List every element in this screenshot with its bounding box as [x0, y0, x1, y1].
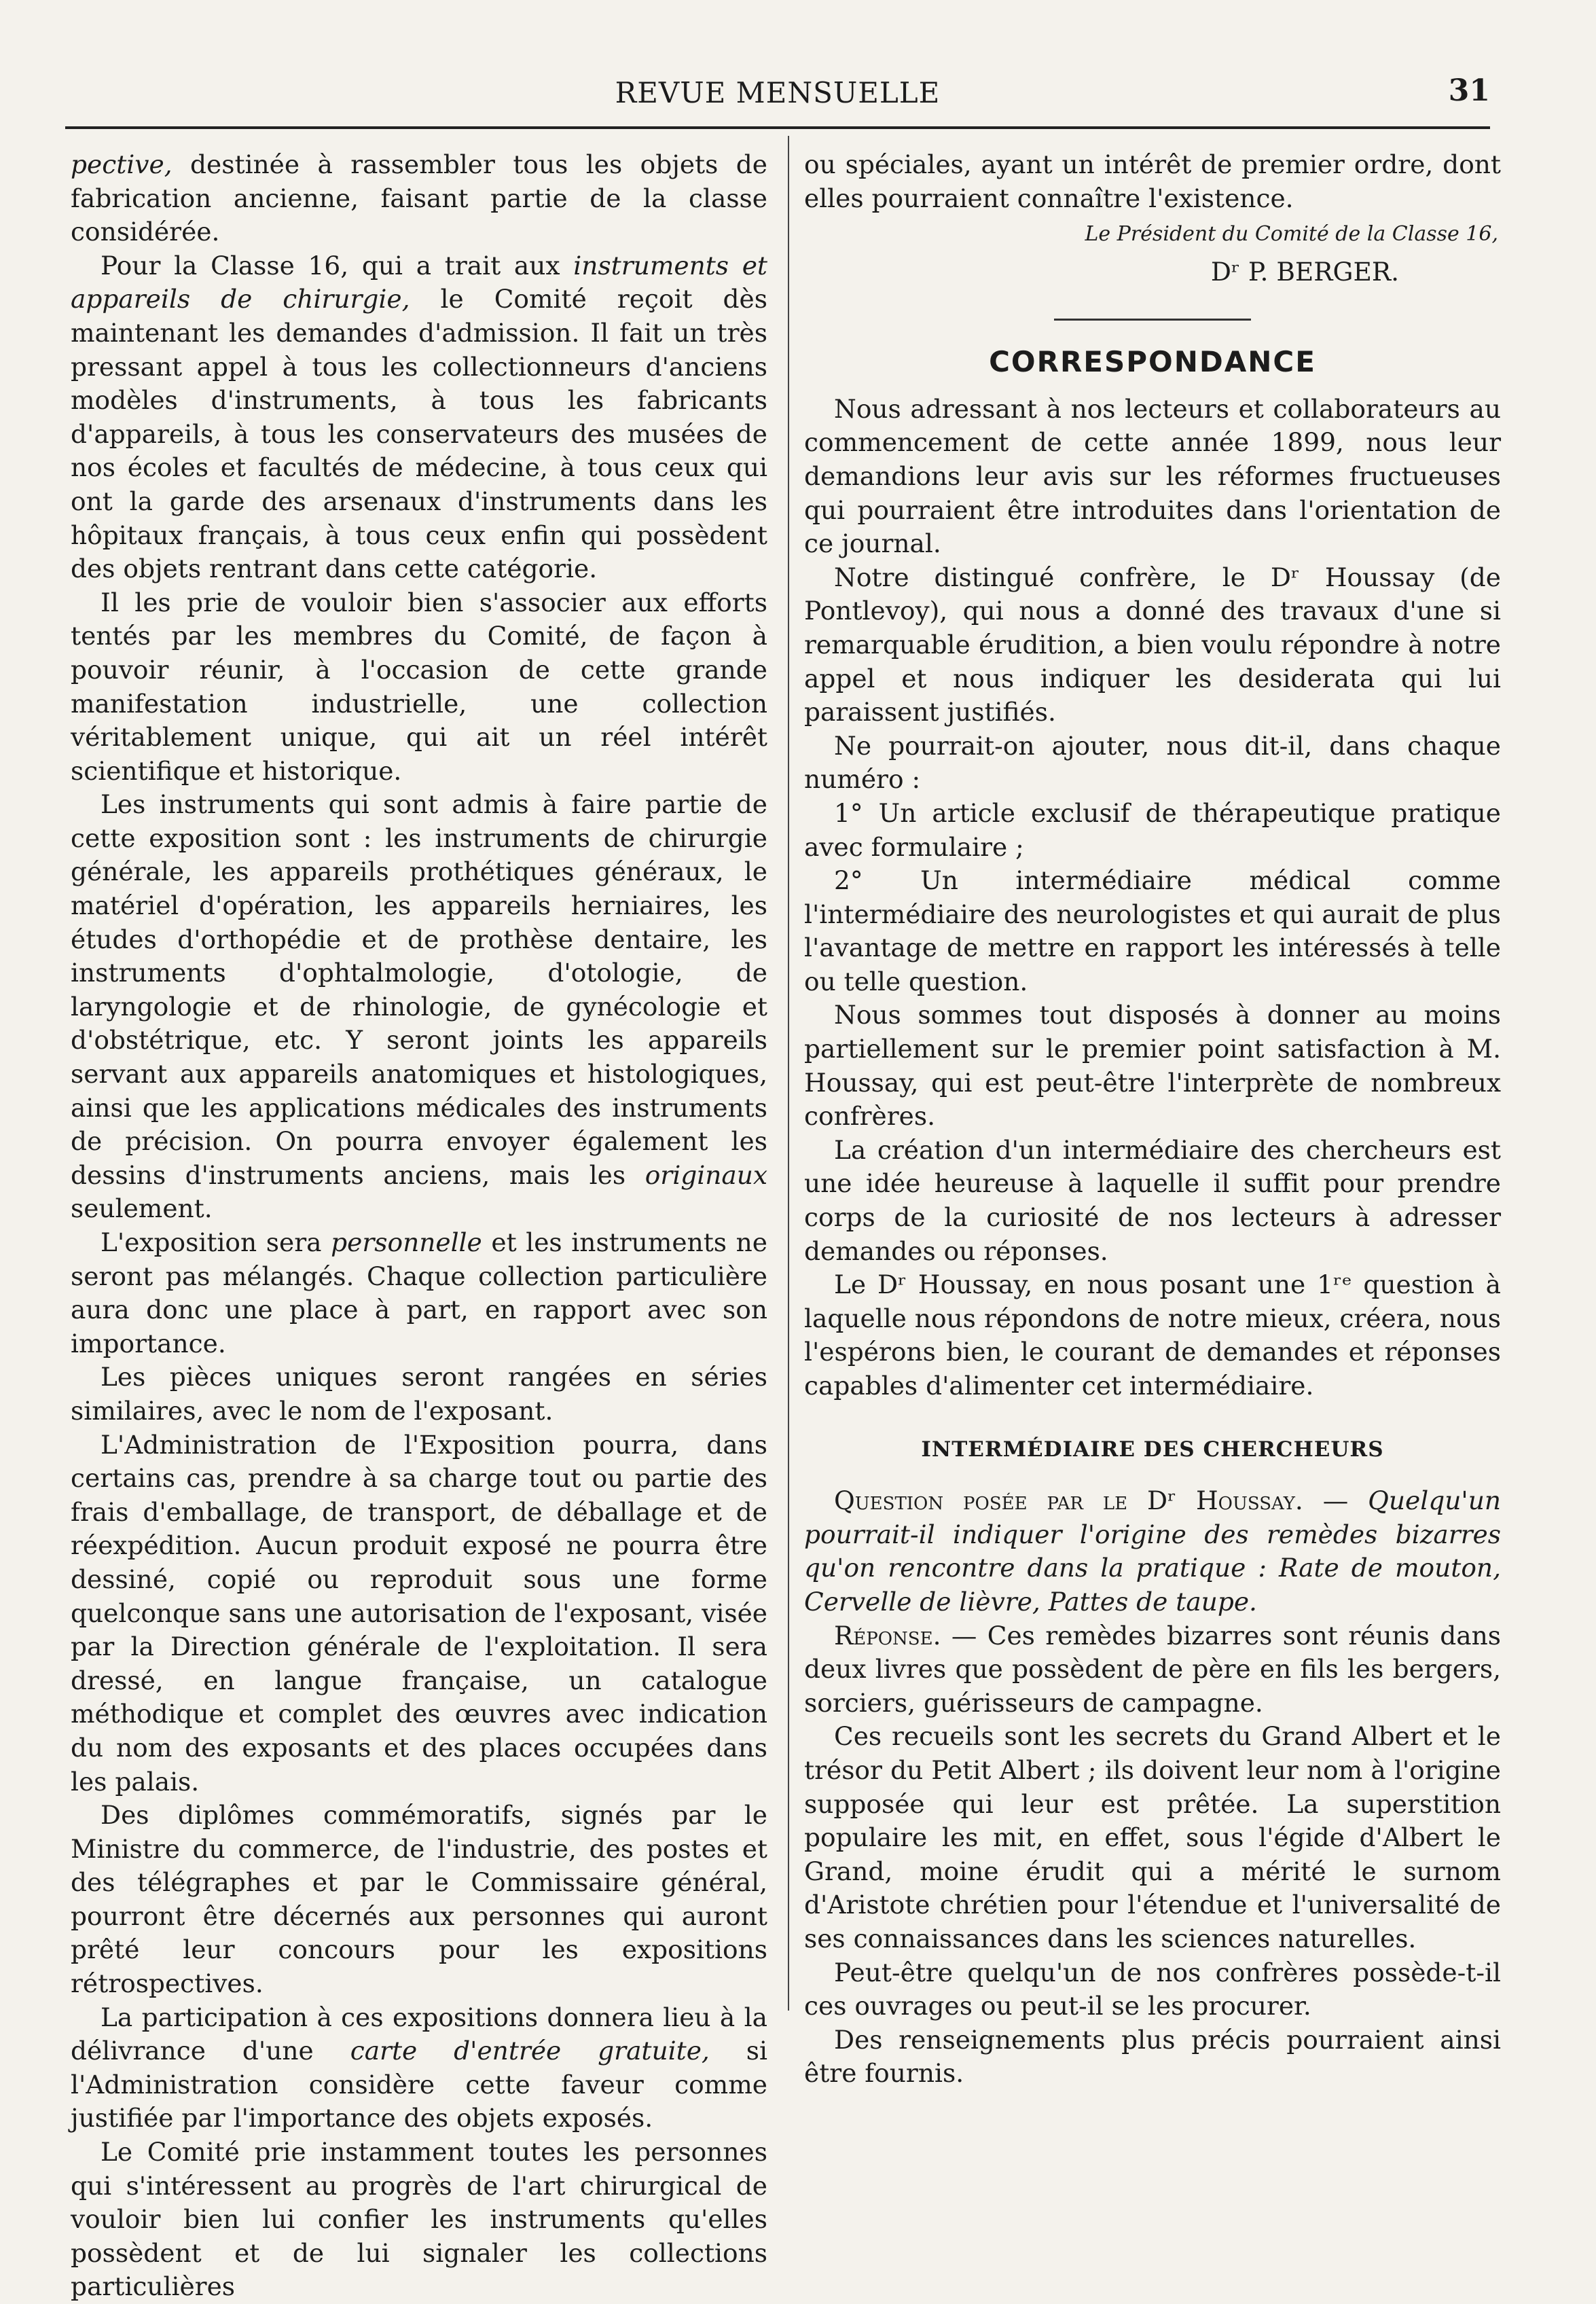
- paragraph: 2° Un intermédiaire médical comme l'intermédiaire des neurologistes et qui aurait de plus l'avantage de mettre en rapport les intéressés à telle ou telle question.: [804, 865, 1501, 996]
- page-number: 31: [1448, 73, 1490, 108]
- left-column: [71, 148, 767, 2304]
- paragraph: ou spéciales, ayant un intérêt de premier ordre, dont elles pourraient connaître l'existence.: [804, 149, 1501, 213]
- answer-label: Réponse. —: [834, 1620, 977, 1651]
- signature-title: Le Président du Comité de la Classe 16,: [1085, 222, 1498, 247]
- paragraph: Il les prie de vouloir bien s'associer aux efforts tentés par les membres du Comité, de façon à pouvoir réunir, à l'occasion de cette grande manifestation industrielle, une collection véritablement unique, qui ait un réel intérêt scientifique et historique.: [71, 587, 767, 786]
- paragraph-text: Pour la Classe 16, qui a trait aux: [101, 250, 560, 281]
- paragraph-text: et les instruments ne seront pas mélangés. Chaque collection particulière aura donc une place à part, en rapport avec son importance.: [71, 1227, 768, 1358]
- page-header: [65, 68, 1490, 122]
- italic-text: instruments et appareils de chirurgie,: [71, 250, 767, 314]
- paragraph: Notre distingué confrère, le Dʳ Houssay (de Pontlevoy), qui nous a donné des travaux d'une si remarquable érudition, a bien voulu répondre à notre appel et nous indiquer les desiderata qui lui paraissent justifiés.: [804, 562, 1501, 727]
- answer-text: Ces remèdes bizarres sont réunis dans deux livres que possèdent de père en fils les bergers, sorciers, guérisseurs de campagne.: [804, 1620, 1502, 1718]
- paragraph-text: Les instruments qui sont admis à faire partie de cette exposition sont : les instruments de chirurgie générale, les appareils prothétiques généraux, le matériel d'opération, les appareils herniaires, les études d'orthopédie et de prothèse dentaire, les instruments d'ophtalmologie, d'otologie, de laryngologie et de rhinologie, de gynécologie et d'obstétrique, etc. Y seront joints les appareils servant aux appareils anatomiques et histologiques, ainsi que les applications médicales des instruments de précision. On pourra envoyer également les dessins d'instruments anciens, mais les: [71, 789, 767, 1190]
- paragraph-text: destinée à rassembler tous les objets de fabrication ancienne, faisant partie de la classe considérée.: [71, 149, 767, 247]
- paragraph: L'Administration de l'Exposition pourra, dans certains cas, prendre à sa charge tout ou partie des frais d'emballage, de transport, de déballage et de réexpédition. Aucun produit exposé ne pourra être dessiné, copié ou reproduit sous une forme quelconque sans une autorisation de l'exposant, visée par la Direction générale de l'exploitation. Il sera dressé, en langue française, un catalogue méthodique et complet des œuvres avec indication du nom des exposants et des places occupées dans les palais.: [71, 1429, 767, 1797]
- italic-text: originaux: [645, 1159, 768, 1190]
- paragraph: Ces recueils sont les secrets du Grand Albert et le trésor du Petit Albert ; ils doivent leur nom à l'origine supposée qui leur est prêtée. La superstition populaire les mit, en effet, sous l'égide d'Albert le Grand, moine érudit qui a mérité le surnom d'Aristote chrétien pour l'étendue et l'universalité de ses connaissances dans les sciences naturelles.: [804, 1721, 1501, 1954]
- paragraph-text: si l'Administration considère cette faveur comme justifiée par l'importance des objets exposés.: [71, 2036, 768, 2134]
- signature-name: Dʳ P. BERGER.: [1210, 257, 1399, 287]
- paragraph: Des renseignements plus précis pourraient ainsi être fournis.: [804, 2024, 1501, 2089]
- right-column: [804, 148, 1501, 2091]
- question-text: Quelqu'un pourrait-il indiquer l'origine des remèdes bizarres qu'on rencontre dans la pratique : Rate de mouton, Cervelle de lièvre, Pattes de taupe.: [804, 1486, 1502, 1617]
- paragraph: Les pièces uniques seront rangées en séries similaires, avec le nom de l'exposant.: [71, 1362, 767, 1426]
- paragraph-text: La participation à ces expositions donnera lieu à la délivrance d'une: [71, 2002, 767, 2066]
- paragraph: [71, 2001, 767, 2136]
- paragraph: Des diplômes commémoratifs, signés par le Ministre du commerce, de l'industrie, des postes et des télégraphes et par le Commissaire général, pourront être décernés aux personnes qui auront prêté leur concours pour les expositions rétrospectives.: [71, 1800, 767, 1999]
- paragraph: [71, 788, 767, 1226]
- paragraph-text: L'exposition sera: [101, 1227, 322, 1257]
- column-divider: [788, 136, 789, 2011]
- section-separator: [1054, 319, 1251, 321]
- running-title: REVUE MENSUELLE: [615, 76, 941, 109]
- paragraph: Ne pourrait-on ajouter, nous dit-il, dans chaque numéro :: [804, 730, 1501, 795]
- paragraph-text: le Comité reçoit dès maintenant les demandes d'admission. Il fait un très pressant appel à tous les collectionneurs d'anciens modèles d'instruments, à tous les fabricants d'appareils, à tous les conservateurs des musées de nos écoles et facultés de médecine, à tous ceux qui ont la garde des arsenaux d'instruments dans les hôpitaux français, à tous ceux enfin qui possèdent des objets rentrant dans cette catégorie.: [71, 284, 767, 584]
- paragraph: Le Comité prie instamment toutes les personnes qui s'intéressent au progrès de l'art chirurgical de vouloir bien lui confier les instruments qu'elles possèdent et de lui signaler les collections particulières: [71, 2137, 767, 2302]
- paragraph: [71, 1226, 767, 1361]
- paragraph: [804, 1484, 1501, 1619]
- paragraph: [71, 148, 767, 249]
- italic-text: pective,: [71, 149, 173, 179]
- signature-block: [804, 215, 1501, 290]
- paragraph: Peut-être quelqu'un de nos confrères possède-t-il ces ouvrages ou peut-il se les procurer.: [804, 1957, 1501, 2021]
- paragraph: 1° Un article exclusif de thérapeutique pratique avec formulaire ;: [804, 797, 1501, 862]
- paragraph: Nous sommes tout disposés à donner au moins partiellement sur le premier point satisfaction à M. Houssay, qui est peut-être l'interprète de nombreux confrères.: [804, 1000, 1501, 1132]
- paragraph: La création d'un intermédiaire des chercheurs est une idée heureuse à laquelle il suffit pour prendre corps de la curiosité de nos lecteurs à adresser demandes ou réponses.: [804, 1134, 1501, 1266]
- paragraph: Le Dʳ Houssay, en nous posant une 1ʳᵉ question à laquelle nous répondons de notre mieux, créera, nous l'espérons bien, le courant de demandes et réponses capables d'alimenter cet intermédiaire.: [804, 1270, 1501, 1401]
- question-label: Question posée par le Dʳ Houssay. —: [834, 1486, 1349, 1516]
- italic-text: carte d'entrée gratuite,: [350, 2036, 710, 2066]
- paragraph: [804, 1619, 1501, 1721]
- paragraph-text: seulement.: [71, 1193, 213, 1224]
- paragraph: Nous adressant à nos lecteurs et collaborateurs au commencement de cette année 1899, nous leur demandions leur avis sur les réformes fructueuses qui pourraient être introduites dans l'orientation de ce journal.: [804, 393, 1501, 559]
- section-heading-intermediaire: INTERMÉDIAIRE DES CHERCHEURS: [921, 1437, 1384, 1462]
- italic-text: personnelle: [331, 1227, 482, 1257]
- paragraph: [71, 249, 767, 586]
- section-heading-correspondance: CORRESPONDANCE: [989, 345, 1316, 379]
- header-rule: [65, 126, 1490, 129]
